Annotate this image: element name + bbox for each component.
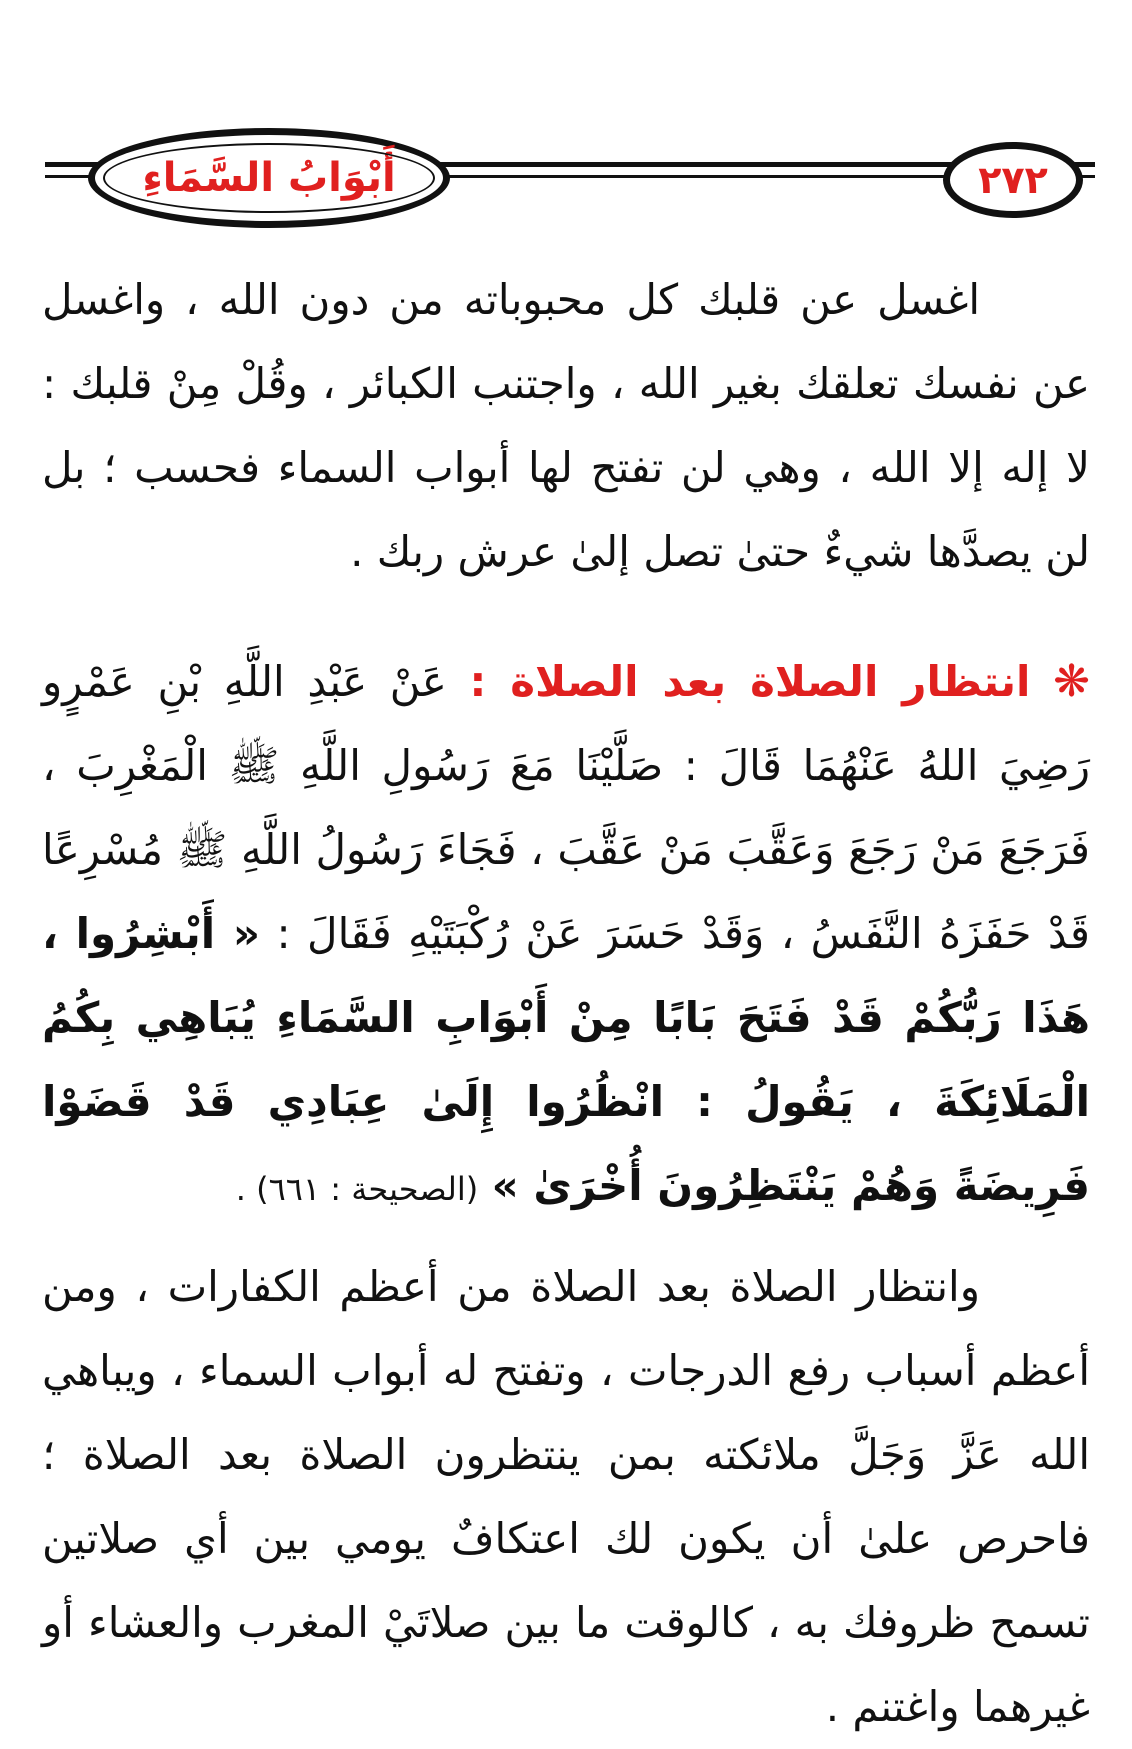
hadith-section [42,640,1090,1231]
section-heading: انتظار الصلاة بعد الصلاة : [469,657,1031,706]
paragraph-3: وانتظار الصلاة بعد الصلاة من أعظم الكفارات ، ومن أعظم أسباب رفع الدرجات ، وتفتح له أبواب السماء ، ويباهي الله عَزَّ وَجَلَّ ملائكته بمن ينتظرون الصلاة بعد الصلاة ؛ فاحرص علىٰ أن يكون لك اعتكافٌ يومي بين أي صلاتين تسمح ظروفك به ، كالوقت ما بين صلاتَيْ المغرب والعشاء أو غيرهما واغتنم . [42,1262,1090,1731]
hadith-intro: عَنْ عَبْدِ اللَّهِ بْنِ عَمْرٍو رَضِيَ اللهُ عَنْهُمَا قَالَ : صَلَّيْنَا مَعَ رَسُولِ اللَّهِ ﷺ الْمَغْرِبَ ، فَرَجَعَ مَنْ رَجَعَ وَعَقَّبَ مَنْ عَقَّبَ ، فَجَاءَ رَسُولُ اللَّهِ ﷺ مُسْرِعًا قَدْ حَفَزَهُ النَّفَسُ ، وَقَدْ حَسَرَ عَنْ رُكْبَتَيْهِ فَقَالَ : [42,657,1090,958]
chapter-title-frame [88,128,450,228]
chapter-title: أَبْوَابُ السَّمَاءِ [142,155,396,201]
page-number-frame [943,142,1083,218]
hadith-citation: (الصحيحة : ٦٦١) . [235,1170,479,1208]
section-marker-icon: ❋ [1053,656,1090,707]
paragraph-1: اغسل عن قلبك كل محبوباته من دون الله ، واغسل عن نفسك تعلقك بغير الله ، واجتنب الكبائر ، وقُلْ مِنْ قلبك : لا إله إلا الله ، وهي لن تفتح لها أبواب السماء فحسب ؛ بل لن يصدَّها شيءٌ حتىٰ تصل إلىٰ عرش ربك . [42,275,1090,576]
page-header [0,0,1132,260]
page-number: ٢٧٢ [978,158,1048,202]
hadith-quote: « أَبْشِرُوا ، هَذَا رَبُّكُمْ قَدْ فَتَحَ بَابًا مِنْ أَبْوَابِ السَّمَاءِ يُبَاهِي بِكُمُ الْمَلَائِكَةَ ، يَقُولُ : انْظُرُوا إِلَىٰ عِبَادِي قَدْ قَضَوْا فَرِيضَةً وَهُمْ يَنْتَظِرُونَ أُخْرَىٰ » [42,909,1090,1210]
